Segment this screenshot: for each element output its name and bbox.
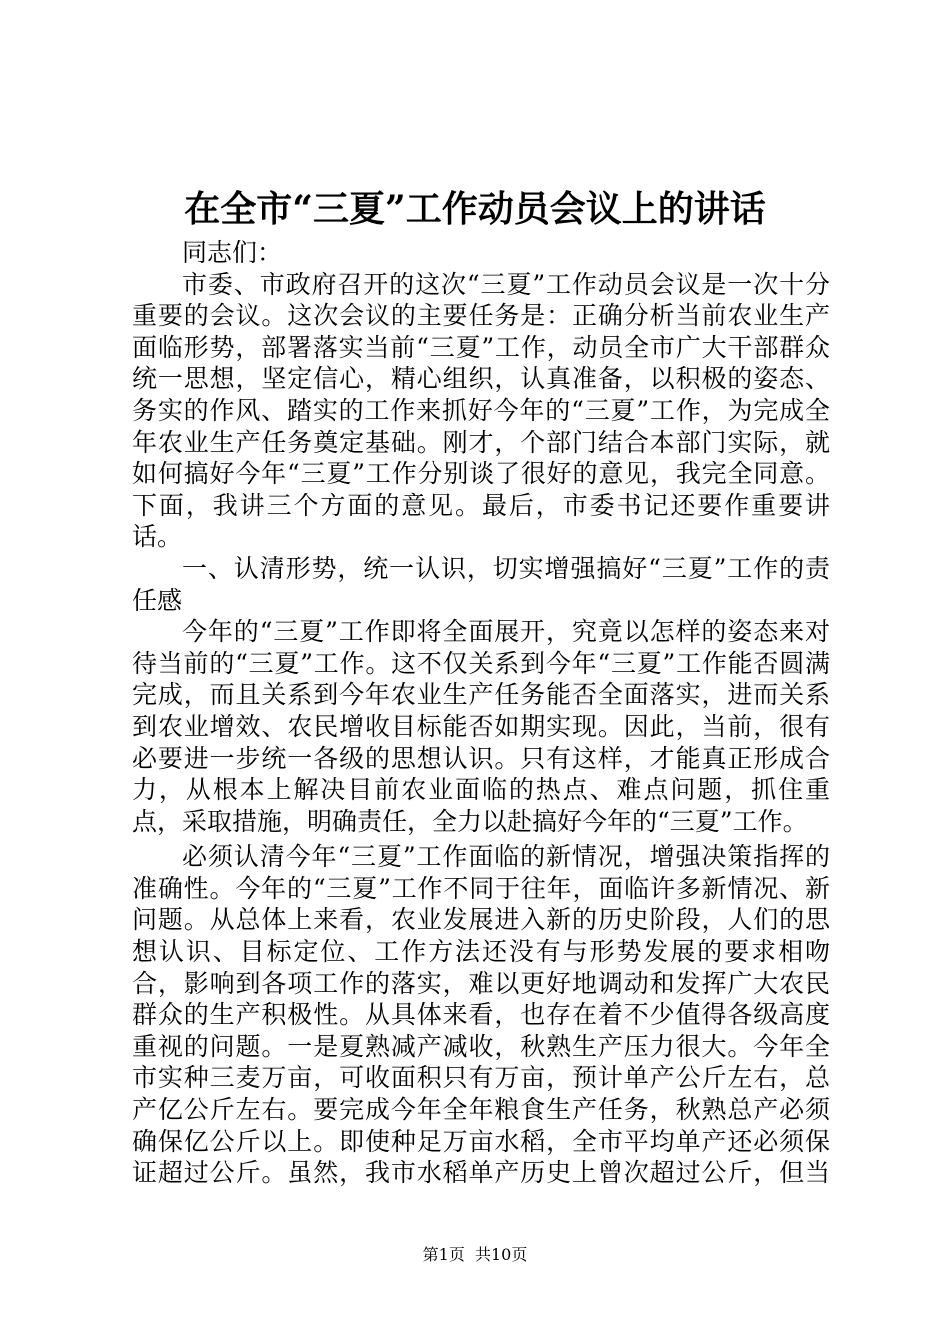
document-title: 在全市“三夏”工作动员会议上的讲话 <box>184 188 766 230</box>
paragraph-intro: 市委、市政府召开的这次“三夏”工作动员会议是一次十分重要的会议。这次会议的主要任务是：正确分析当前农业生产面临形势，部署落实当前“三夏”工作，动员全市广大干部群众统一思想，坚定信心，精心组织，认真准备，以积极的姿态、务实的作风、踏实的工作来抓好今年的“三夏”工作，为完成全年农业生产任务奠定基础。刚才，个部门结合本部门实际，就如何搞好今年“三夏”工作分别谈了很好的意见，我完全同意。下面，我讲三个方面的意见。最后，市委书记还要作重要讲话。 <box>132 269 830 552</box>
section-heading-1: 一、认清形势，统一认识，切实增强搞好“三夏”工作的责任感 <box>132 553 830 615</box>
paragraph-situation: 今年的“三夏”工作即将全面展开，究竟以怎样的姿态来对待当前的“三夏”工作。这不仅关系到今年“三夏”工作能否圆满完成，而且关系到今年农业生产任务能否全面落实，进而关系到农业增效、农民增收目标能否如期实现。因此，当前，很有必要进一步统一各级的思想认识。只有这样，才能真正形成合力，从根本上解决目前农业面临的热点、难点问题，抓住重点，采取措施，明确责任，全力以赴搞好今年的“三夏”工作。 <box>132 617 830 836</box>
document-body <box>132 237 830 1189</box>
salutation: 同志们： <box>182 238 283 267</box>
page-number-label: 第1页 共10页 <box>422 1245 528 1264</box>
paragraph-new-situation: 必须认清今年“三夏”工作面临的新情况，增强决策指挥的准确性。今年的“三夏”工作不同于往年，面临许多新情况、新问题。从总体上来看，农业发展进入新的历史阶段，人们的思想认识、目标定位、工作方法还没有与形势发展的要求相吻合，影响到各项工作的落实，难以更好地调动和发挥广大农民群众的生产积极性。从具体来看，也存在着不少值得各级高度重视的问题。一是夏熟减产减收，秋熟生产压力很大。今年全市实种三麦万亩，可收面积只有万亩，预计单产公斤左右，总产亿公斤左右。要完成今年全年粮食生产任务，秋熟总产必须确保亿公斤以上。即使种足万亩水稻，全市平均单产还必须保证超过公斤。虽然，我市水稻单产历史上曾次超过公斤，但当 <box>132 842 830 1188</box>
page-footer <box>0 1244 950 1266</box>
